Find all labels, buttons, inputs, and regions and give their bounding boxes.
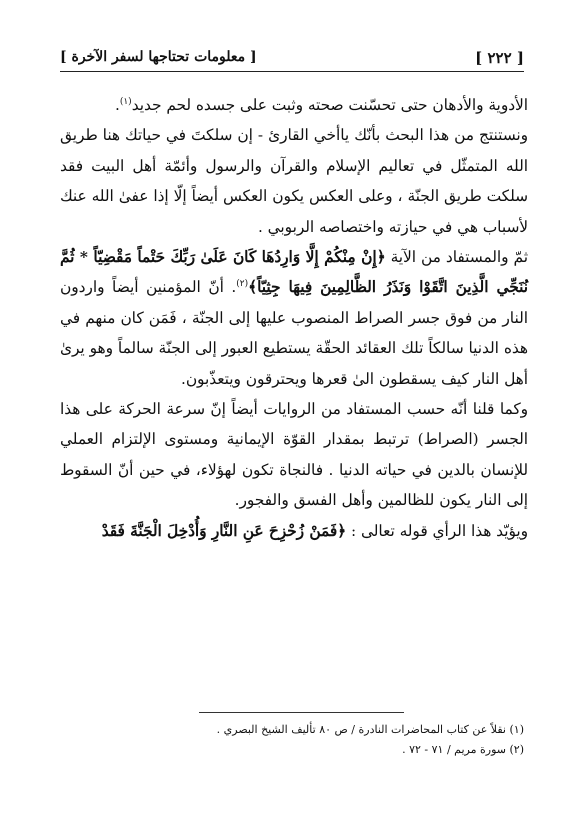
paragraph-5-intro: ويؤيّد هذا الرأي قوله تعالى : — [346, 521, 528, 540]
quran-verse-2: ﴿فَمَنْ زُحْزِحَ عَنِ النَّارِ وَأُدْخِلَ الْجَنَّةَ فَقَدْ — [101, 521, 347, 540]
header-divider — [60, 71, 524, 72]
paragraph-3-rest: . أنّ المؤمنين أيضاً واردون النار من فوق جسر الصراط المنصوب عليها إلى الجنّة ، فَمَن كان منهم في هذه الدنيا سالكاً تلك العقائد الحقّة يستطيع العبور إلى الجنّة سالماً وهو يرىٰ أهل النار كيف يسقطون الىٰ قعرها ويحترقون ويتعذّبون. — [60, 278, 528, 388]
page-header — [60, 41, 524, 71]
paragraph-3-intro: ثمّ والمستفاد من الآية — [385, 248, 528, 267]
paragraph-3 — [60, 242, 528, 394]
footnote-ref-1: (١) — [119, 96, 132, 107]
paragraph-4: وكما قلنا أنّه حسب المستفاد من الروايات أيضاً إنّ سرعة الحركة على هذا الجسر (الصراط) ترتبط بمقدار القوّة الإيمانية ومستوى الإلتزام العملي للإنسان بالدين في حياته الدنيا . فالنجاة تكون لهؤلاء، في حين أنّ السقوط إلى النار يكون للظالمين وأهل الفسق والفجور. — [60, 400, 528, 510]
paragraph-2: ونستنتج من هذا البحث بأنّك ياأخي القارئ - إن سلكتَ في حياتك هنا طريق الله المتمثّل في تعاليم الإسلام والقرآن والرسول وأئمّة أهل البيت فقد سلكت طريق الجنّة ، وعلى العكس يكون العكس أيضاً إلّا إذا عفىٰ الله عنك لأسباب هي في حيازته واختصاصه الربوبي . — [60, 126, 528, 236]
paragraph-1-end: . — [114, 96, 120, 114]
footnote-2: (٢) سورة مريم / ٧١ - ٧٢ . — [402, 743, 524, 756]
main-text — [60, 90, 528, 546]
footnotes — [60, 720, 524, 760]
footnote-1: (١) نقلاً عن كتاب المحاضرات النادرة / ص ٨٠ تأليف الشيخ البصري . — [216, 723, 524, 736]
footnote-divider — [199, 712, 404, 713]
paragraph-5 — [60, 516, 528, 546]
paragraph-1 — [60, 90, 528, 120]
footnote-ref-2: (٢) — [236, 279, 249, 290]
paragraph-1-text: الأدوية والأدهان حتى تحسّنت صحته وثبت على جسده لحم جديد — [131, 96, 528, 114]
page-number: [ ٢٢٢ ] — [475, 49, 524, 67]
quran-verse-1: ﴿إِنْ مِنْكُمْ إِلَّا وَارِدُهَا كَانَ عَلَىٰ رَبِّكَ حَتْماً مَقْضِيّاً * ثُمَّ نُنَجِّي الَّذِينَ اتَّقَوْا وَنَذَرُ الظَّالِمِينَ فِيهَا جِثِيّاً﴾ — [60, 248, 528, 297]
running-title: [ معلومات تحتاجها لسفر الآخرة ] — [60, 49, 257, 65]
